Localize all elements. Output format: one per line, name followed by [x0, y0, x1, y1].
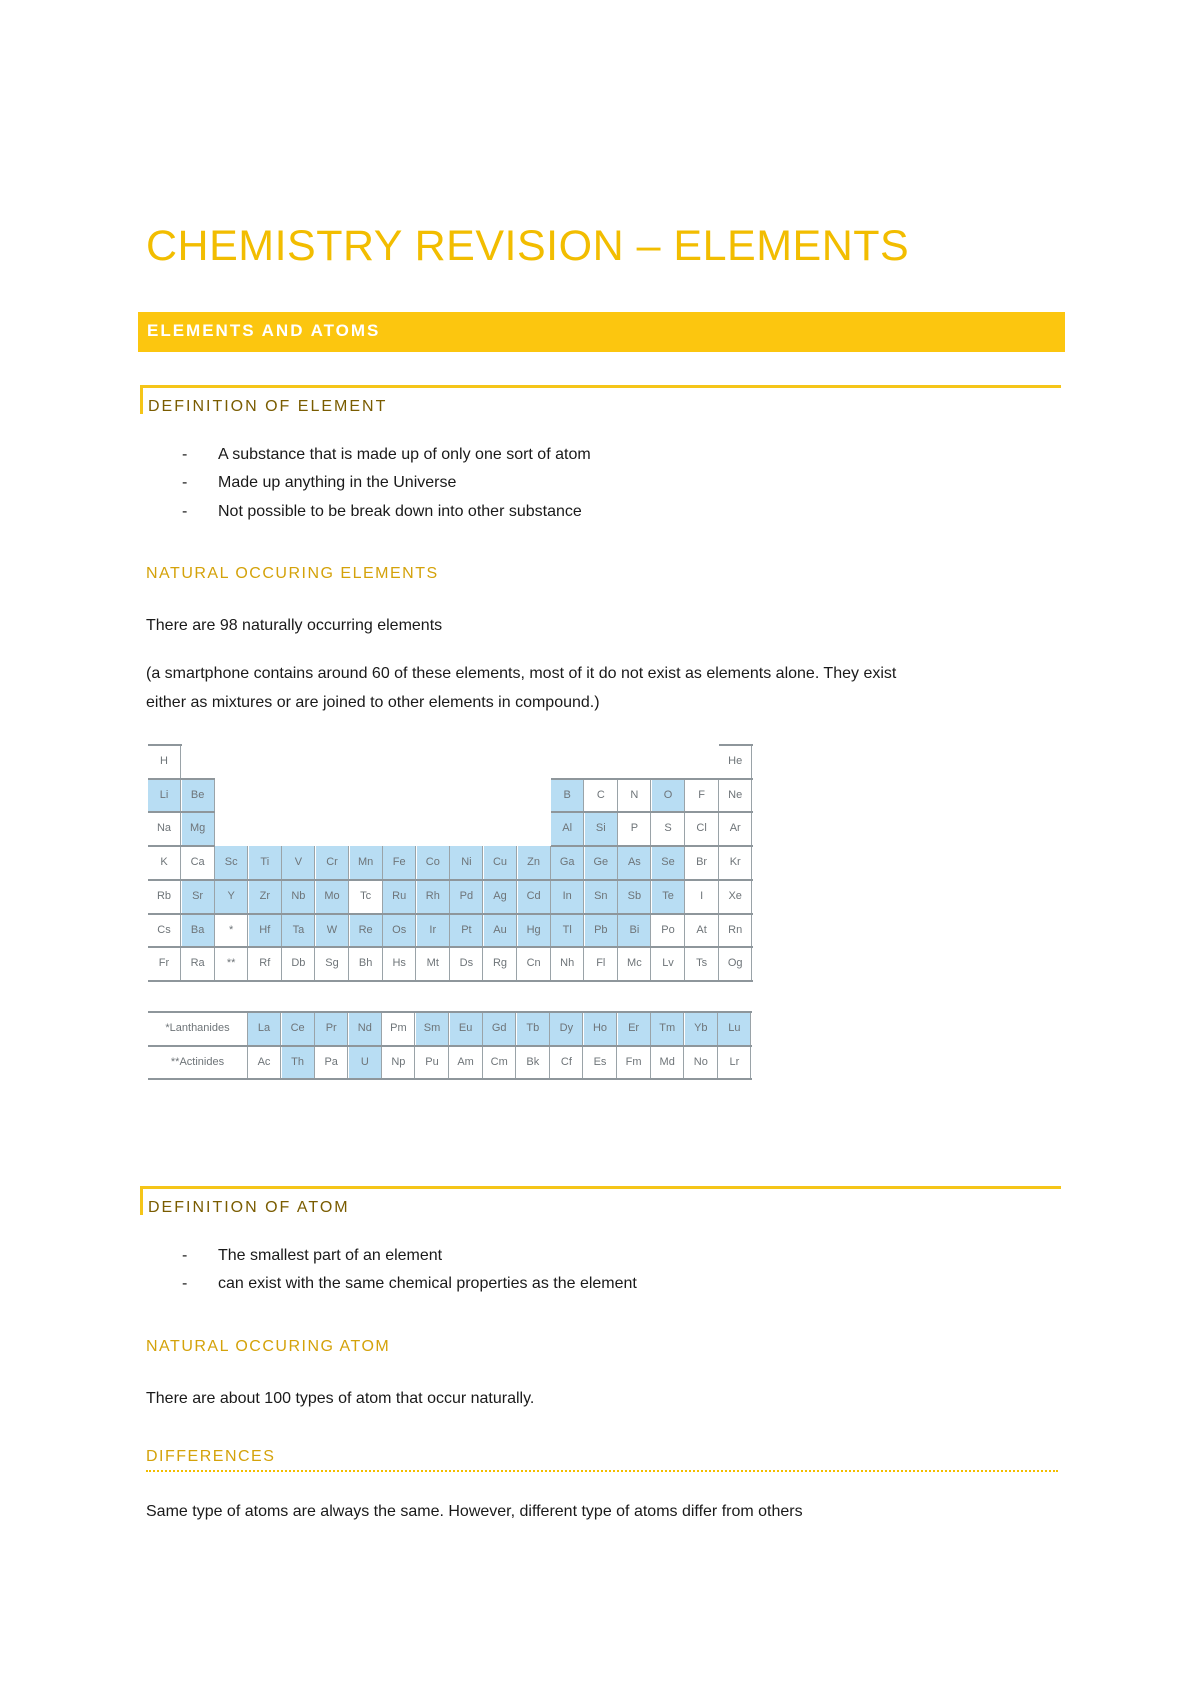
element-cell: Tc — [350, 880, 383, 913]
table-grid-line — [551, 845, 753, 847]
element-cell: Cl — [686, 812, 719, 845]
element-cell: Mg — [182, 812, 215, 845]
element-cell: Fe — [383, 846, 416, 879]
heading-definition-element — [140, 385, 1061, 414]
element-cell: Pb — [585, 914, 618, 947]
element-cell: C — [585, 779, 618, 812]
element-cell: Nb — [282, 880, 315, 913]
bullet-marker: - — [182, 446, 188, 463]
element-cell: He — [719, 745, 752, 778]
element-cell: Cr — [316, 846, 349, 879]
table-grid-line — [719, 744, 753, 746]
heading-definition-atom — [140, 1186, 1061, 1215]
element-cell: Sb — [618, 880, 651, 913]
element-cell: Mt — [417, 947, 450, 980]
element-cell: Mc — [618, 947, 651, 980]
element-cell: Am — [450, 1046, 483, 1079]
element-cell: Xe — [719, 880, 752, 913]
element-cell: Pd — [450, 880, 483, 913]
element-cell: Os — [383, 914, 416, 947]
element-cell: Ts — [686, 947, 719, 980]
series-label: **Actinides — [148, 1046, 248, 1079]
element-cell: B — [551, 779, 584, 812]
table-grid-line — [148, 811, 215, 813]
element-cell: Re — [350, 914, 383, 947]
element-cell: Lv — [652, 947, 685, 980]
element-cell: Br — [686, 846, 719, 879]
element-cell: O — [652, 779, 685, 812]
element-cell: Es — [584, 1046, 617, 1079]
element-cell: Rf — [249, 947, 282, 980]
element-cell: Ru — [383, 880, 416, 913]
element-cell: Tm — [651, 1012, 684, 1045]
table-grid-line — [148, 913, 753, 915]
element-cell: Bh — [350, 947, 383, 980]
section-banner — [138, 312, 1065, 352]
element-cell: Md — [651, 1046, 684, 1079]
paragraph-line: either as mixtures or are joined to other elements in compound.) — [146, 694, 600, 711]
element-cell: Sn — [585, 880, 618, 913]
heading-definition-element-text: DEFINITION OF ELEMENT — [148, 398, 388, 415]
element-cell: Hg — [518, 914, 551, 947]
element-cell: Cn — [518, 947, 551, 980]
bullet-marker: - — [182, 1275, 188, 1292]
table-grid-line — [148, 879, 753, 881]
element-cell: Rn — [719, 914, 752, 947]
dotted-divider — [146, 1470, 1058, 1472]
element-cell: Ag — [484, 880, 517, 913]
element-cell: Sm — [416, 1012, 449, 1045]
element-cell: Hs — [383, 947, 416, 980]
element-cell: Er — [618, 1012, 651, 1045]
list-item: The smallest part of an element — [218, 1247, 443, 1264]
element-cell: * — [215, 914, 248, 947]
subheading-natural-elements: NATURAL OCCURING ELEMENTS — [146, 565, 439, 582]
list-item: A substance that is made up of only one sort of atom — [218, 446, 591, 463]
element-cell: Ta — [282, 914, 315, 947]
element-cell: Hf — [249, 914, 282, 947]
element-cell: Dy — [550, 1012, 583, 1045]
element-cell: Lr — [718, 1046, 751, 1079]
element-cell: Ba — [182, 914, 215, 947]
table-grid-line — [148, 845, 215, 847]
element-cell: Pm — [382, 1012, 415, 1045]
element-cell: Co — [417, 846, 450, 879]
element-cell: Cm — [483, 1046, 516, 1079]
element-cell: Au — [484, 914, 517, 947]
series-label: *Lanthanides — [148, 1012, 248, 1045]
element-cell: Ga — [551, 846, 584, 879]
banner-label: ELEMENTS AND ATOMS — [147, 321, 381, 340]
table-grid-line — [148, 744, 182, 746]
element-cell: H — [148, 745, 181, 778]
page-title: CHEMISTRY REVISION – ELEMENTS — [146, 222, 910, 270]
element-cell: Og — [719, 947, 752, 980]
paragraph: Same type of atoms are always the same. However, different type of atoms differ from others — [146, 1503, 803, 1520]
element-cell: Tl — [551, 914, 584, 947]
element-cell: Cs — [148, 914, 181, 947]
element-cell: Pu — [416, 1046, 449, 1079]
element-cell: Al — [551, 812, 584, 845]
table-grid-line — [148, 1045, 752, 1047]
element-cell: Sg — [316, 947, 349, 980]
element-cell: Sr — [182, 880, 215, 913]
element-cell: As — [618, 846, 651, 879]
paragraph: There are about 100 types of atom that occur naturally. — [146, 1390, 535, 1407]
element-cell: Ge — [585, 846, 618, 879]
element-cell: W — [316, 914, 349, 947]
table-grid-line — [148, 980, 753, 982]
element-cell: F — [686, 779, 719, 812]
element-cell: K — [148, 846, 181, 879]
element-cell: Th — [282, 1046, 315, 1079]
element-cell: Rg — [484, 947, 517, 980]
list-item: Not possible to be break down into other substance — [218, 503, 582, 520]
element-cell: Pa — [315, 1046, 348, 1079]
element-cell: Ce — [282, 1012, 315, 1045]
element-cell: N — [618, 779, 651, 812]
element-cell: Np — [382, 1046, 415, 1079]
element-cell: No — [685, 1046, 718, 1079]
element-cell: Kr — [719, 846, 752, 879]
element-cell: Ir — [417, 914, 450, 947]
bullet-marker: - — [182, 1247, 188, 1264]
element-cell: P — [618, 812, 651, 845]
element-cell: Yb — [685, 1012, 718, 1045]
element-cell: Fr — [148, 947, 181, 980]
element-cell: At — [686, 914, 719, 947]
element-cell: Eu — [450, 1012, 483, 1045]
element-cell: Gd — [483, 1012, 516, 1045]
table-grid-line — [551, 778, 753, 780]
element-cell: Ca — [182, 846, 215, 879]
element-cell: U — [349, 1046, 382, 1079]
element-cell: Ac — [248, 1046, 281, 1079]
element-cell: Ds — [450, 947, 483, 980]
element-cell: Pt — [450, 914, 483, 947]
table-grid-line — [148, 946, 753, 948]
element-cell: Fl — [585, 947, 618, 980]
element-cell: Be — [182, 779, 215, 812]
element-cell: Li — [148, 779, 181, 812]
element-cell: Nd — [349, 1012, 382, 1045]
table-grid-line — [148, 1078, 752, 1080]
subheading-natural-atom: NATURAL OCCURING ATOM — [146, 1338, 391, 1355]
element-cell: Rb — [148, 880, 181, 913]
element-cell: La — [248, 1012, 281, 1045]
element-cell: Bk — [517, 1046, 550, 1079]
element-cell: Ar — [719, 812, 752, 845]
element-cell: Rh — [417, 880, 450, 913]
element-cell: ** — [215, 947, 248, 980]
element-cell: Zr — [249, 880, 282, 913]
bullet-marker: - — [182, 503, 188, 520]
element-cell: Sc — [215, 846, 248, 879]
element-cell: Ni — [450, 846, 483, 879]
element-cell: Tb — [517, 1012, 550, 1045]
element-cell: I — [686, 880, 719, 913]
list-item: Made up anything in the Universe — [218, 474, 457, 491]
element-cell: S — [652, 812, 685, 845]
element-cell: Ne — [719, 779, 752, 812]
element-cell: Cd — [518, 880, 551, 913]
element-cell: Ti — [249, 846, 282, 879]
element-cell: V — [282, 846, 315, 879]
heading-definition-atom-text: DEFINITION OF ATOM — [148, 1199, 350, 1216]
element-cell: Se — [652, 846, 685, 879]
element-cell: Db — [282, 947, 315, 980]
paragraph: There are 98 naturally occurring elements — [146, 617, 443, 634]
element-cell: Ho — [584, 1012, 617, 1045]
element-cell: Y — [215, 880, 248, 913]
element-cell: Zn — [518, 846, 551, 879]
element-cell: Mn — [350, 846, 383, 879]
element-cell: Bi — [618, 914, 651, 947]
table-grid-line — [551, 811, 753, 813]
element-cell: Po — [652, 914, 685, 947]
table-grid-line — [148, 778, 215, 780]
element-cell: Lu — [718, 1012, 751, 1045]
element-cell: In — [551, 880, 584, 913]
element-cell: Ra — [182, 947, 215, 980]
element-cell: Pr — [315, 1012, 348, 1045]
element-cell: Na — [148, 812, 181, 845]
subheading-differences: DIFFERENCES — [146, 1448, 276, 1465]
list-item: can exist with the same chemical properties as the element — [218, 1275, 637, 1292]
element-cell: Fm — [618, 1046, 651, 1079]
bullet-marker: - — [182, 474, 188, 491]
element-cell: Cf — [550, 1046, 583, 1079]
paragraph-line: (a smartphone contains around 60 of these elements, most of it do not exist as elements alone. They exist — [146, 665, 897, 682]
element-cell: Te — [652, 880, 685, 913]
element-cell: Si — [585, 812, 618, 845]
table-grid-line — [148, 1011, 752, 1013]
element-cell: Nh — [551, 947, 584, 980]
element-cell: Cu — [484, 846, 517, 879]
element-cell: Mo — [316, 880, 349, 913]
